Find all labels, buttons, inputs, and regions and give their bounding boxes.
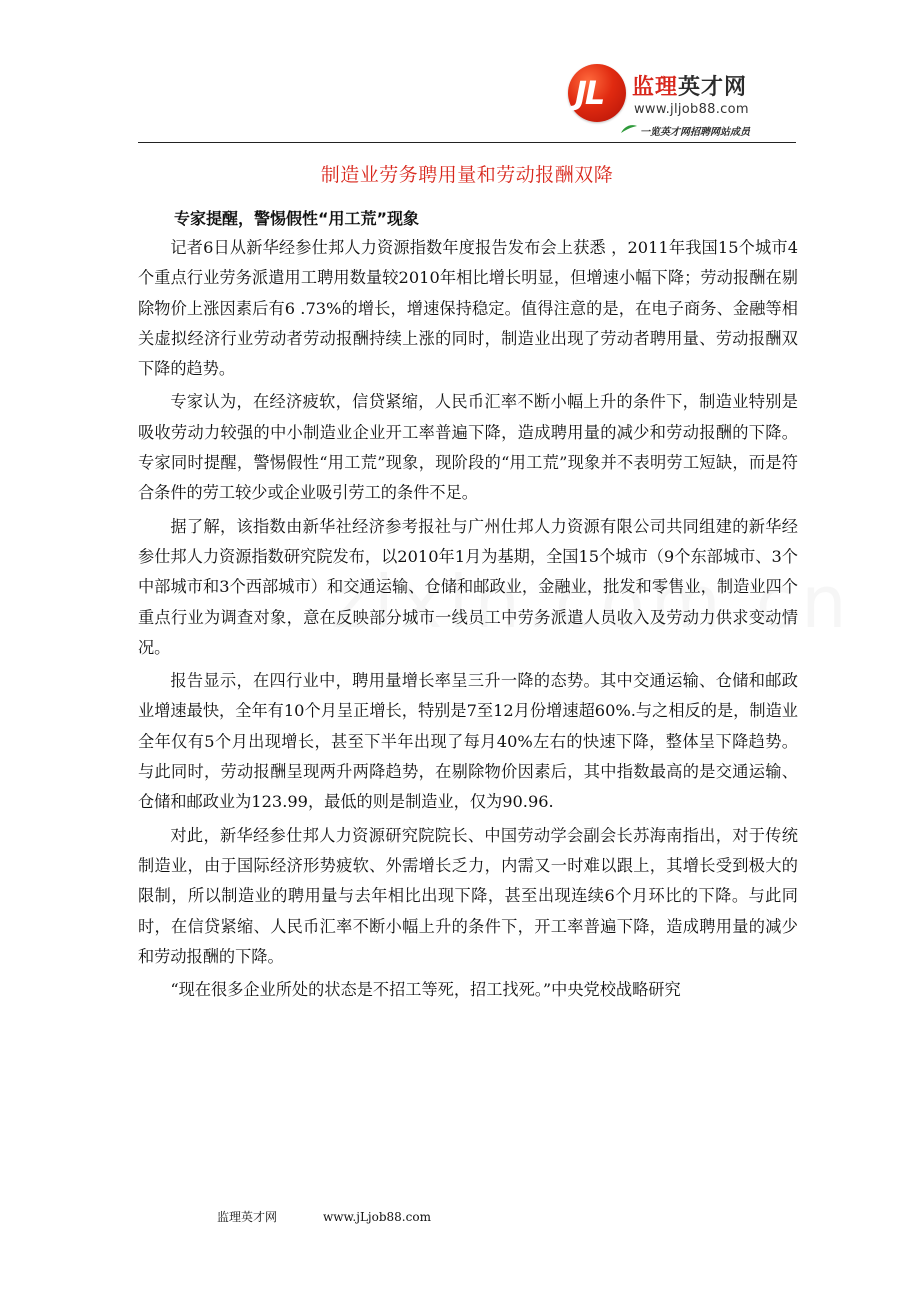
header-divider [138,142,796,143]
page-header [0,0,920,150]
footer-site-url[interactable]: www.jLjob88.com [323,1210,431,1224]
article-subtitle: 专家提醒，警惕假性“用工荒”现象 [174,209,420,228]
site-logo[interactable] [568,64,790,140]
page-footer [217,1208,431,1225]
paragraph-2: 专家认为，在经济疲软，信贷紧缩，人民币汇率不断小幅上升的条件下，制造业特别是吸收劳动力较强的中小制造业企业开工率普遍下降，造成聘用量的减少和劳动报酬的下降。专家同时提醒，警惕假性“用工荒”现象，现阶段的“用工荒”现象并不表明劳工短缺，而是符合条件的劳工较少或企业吸引劳工的条件不足。 [138,392,798,503]
paragraph-5: 对此，新华经参仕邦人力资源研究院院长、中国劳动学会副会长苏海南指出，对于传统制造业，由于国际经济形势疲软、外需增长乏力，内需又一时难以跟上，其增长受到极大的限制，所以制造业的聘用量与去年相比出现下降，甚至出现连续6个月环比的下降。与此同时，在信贷紧缩、人民币汇率不断小幅上升的条件下，开工率普遍下降，造成聘用量的减少和劳动报酬的下降。 [138,825,798,966]
logo-slogan: 一览英才网招聘网站成员 [640,127,750,138]
paragraph-1: 记者6日从新华经参仕邦人力资源指数年度报告发布会上获悉 ，2011年我国15个城市4个重点行业劳务派遣用工聘用数量较2010年相比增长明显，但增速小幅下降；劳动报酬在剔除物价上涨因素后有6 .73%的增长，增速保持稳定。值得注意的是，在电子商务、金融等相关虚拟经济行业劳动者劳动报酬持续上涨的同时，制造业出现了劳动者聘用量、劳动报酬双下降的趋势。 [138,238,798,379]
logo-title [632,70,747,101]
paragraph-3: 据了解，该指数由新华社经济参考报社与广州仕邦人力资源有限公司共同组建的新华经参仕邦人力资源指数研究院发布，以2010年1月为基期，全国15个城市（9个东部城市、3个中部城市和3个西部城市）和交通运输、仓储和邮政业，金融业，批发和零售业，制造业四个重点行业为调查对象，意在反映部分城市一线员工中劳务派遣人员收入及劳动力供求变动情况。 [138,516,798,657]
paragraph-6: “现在很多企业所处的状态是不招工等死，招工找死。”中央党校战略研究 [170,980,681,1000]
leaf-icon [620,124,638,134]
logo-url: www.jljob88.com [634,102,749,117]
article-body [138,233,798,1005]
paragraph-4: 报告显示，在四行业中，聘用量增长率呈三升一降的态势。其中交通运输、仓储和邮政业增速最快，全年有10个月呈正增长，特别是7至12月份增速超60%.与之相反的是，制造业全年仅有5个月出现增长，甚至下半年出现了每月40%左右的快速下降，整体呈下降趋势。与此同时，劳动报酬呈现两升两降趋势，在剔除物价因素后，其中指数最高的是交通运输、仓储和邮政业为123.99，最低的则是制造业，仅为90.96. [138,671,798,812]
logo-mark: JL [575,74,604,112]
footer-site-name: 监理英才网 [217,1210,278,1224]
logo-badge [568,64,626,122]
logo-title-part1: 监理 [632,75,679,100]
article-title: 制造业劳务聘用量和劳动报酬双降 [320,164,614,186]
logo-title-part2: 英才网 [678,75,748,100]
